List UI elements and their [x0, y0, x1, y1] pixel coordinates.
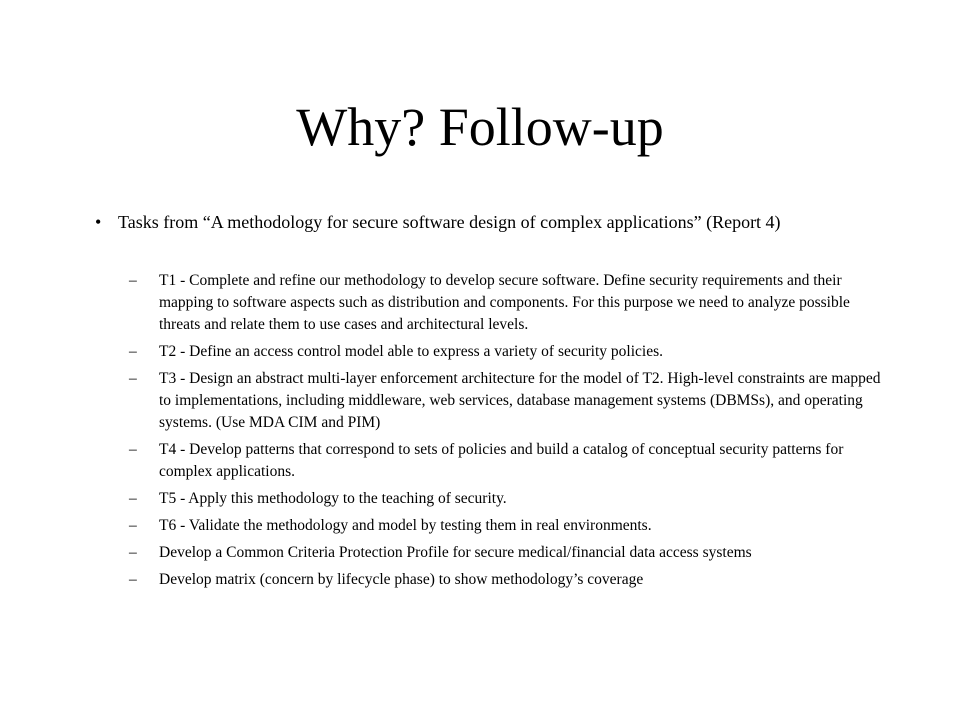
slide-title: Why? Follow-up [296, 97, 664, 157]
bullet-marker: • [95, 212, 102, 232]
list-item-text: T6 - Validate the methodology and model by testing them in real environments. [159, 517, 652, 534]
sub-bullet-list [129, 270, 889, 596]
dash-marker: – [129, 343, 137, 360]
list-item-text: T4 - Develop patterns that correspond to sets of policies and build a catalog of conceptual security patterns for complex applications. [159, 441, 844, 480]
dash-marker: – [129, 571, 137, 588]
list-item-text: T2 - Define an access control model able to express a variety of security policies. [159, 343, 663, 360]
list-item [129, 569, 889, 591]
dash-marker: – [129, 272, 137, 289]
list-item [129, 270, 889, 336]
list-item [129, 341, 889, 363]
dash-marker: – [129, 441, 137, 458]
list-item-text: Develop matrix (concern by lifecycle phase) to show methodology’s coverage [159, 571, 644, 588]
list-item-text: T5 - Apply this methodology to the teaching of security. [159, 490, 507, 507]
main-bullet [95, 210, 858, 234]
dash-marker: – [129, 544, 137, 561]
dash-marker: – [129, 490, 137, 507]
list-item-text: T1 - Complete and refine our methodology to develop secure software. Define security requirements and their mapping to software aspects such as distribution and components. For this purpose we need to analyze possible threats and relate them to use cases and architectural levels. [159, 272, 850, 333]
list-item-text: Develop a Common Criteria Protection Profile for secure medical/financial data access systems [159, 544, 752, 561]
list-item [129, 515, 889, 537]
dash-marker: – [129, 517, 137, 534]
dash-marker: – [129, 370, 137, 387]
list-item-text: T3 - Design an abstract multi-layer enforcement architecture for the model of T2. High-level constraints are mapped to implementations, including middleware, web services, database management systems (DBMSs), and operating systems. (Use MDA CIM and PIM) [159, 370, 881, 431]
list-item [129, 542, 889, 564]
list-item [129, 488, 889, 510]
list-item [129, 368, 889, 434]
main-bullet-text: Tasks from “A methodology for secure software design of complex applications” (Report 4) [118, 212, 781, 232]
list-item [129, 439, 889, 483]
